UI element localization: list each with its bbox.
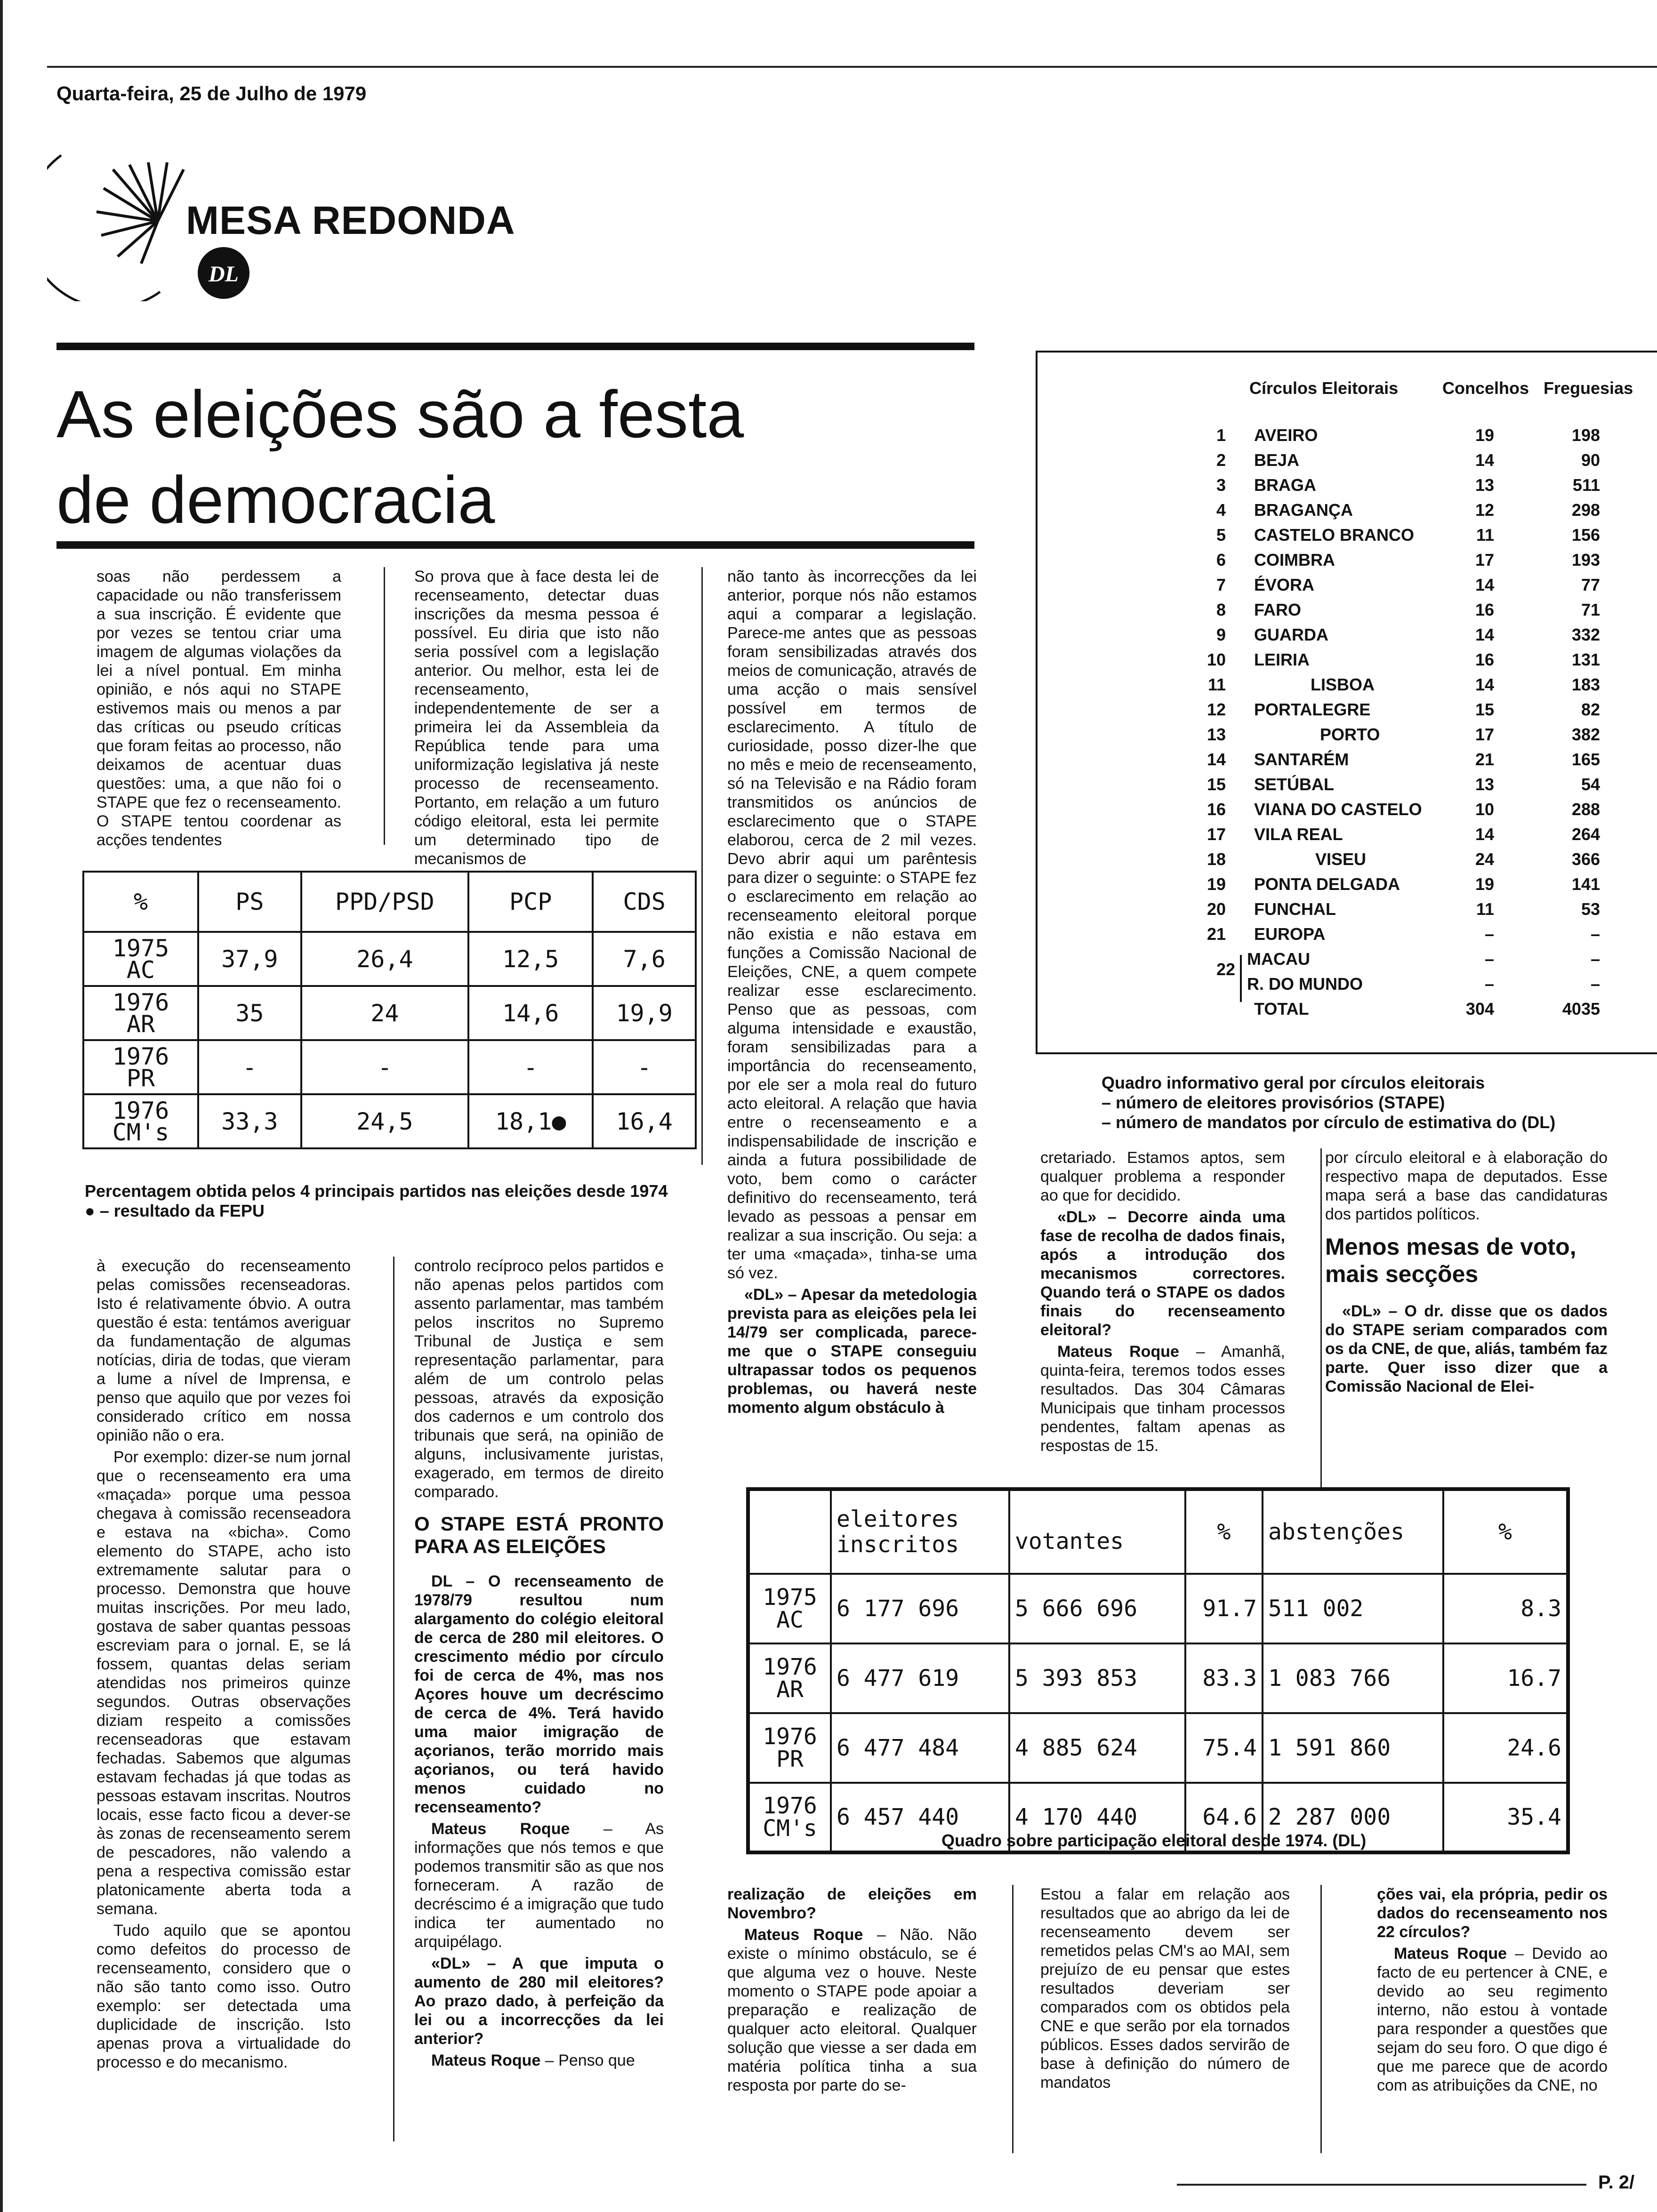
column-header: % <box>83 872 198 932</box>
page-number: P. 2/ <box>1598 2172 1635 2193</box>
table-cell: 332 <box>1571 625 1600 644</box>
article-col-3 <box>727 567 977 1420</box>
participation-table <box>746 1487 1570 1854</box>
table-cell: 14,6 <box>468 986 593 1040</box>
table-cell: 33,3 <box>198 1094 301 1148</box>
table-cell: LEIRIA <box>1254 650 1310 669</box>
column-rule <box>384 567 385 845</box>
top-rule <box>47 66 1657 68</box>
table-cell: 1 591 860 <box>1263 1713 1443 1783</box>
row-label: 1975 AC <box>748 1574 831 1643</box>
row-label: 1976 CM's <box>83 1094 198 1148</box>
table-cell: 9 <box>1216 625 1226 644</box>
table-cell: 14 <box>1475 450 1494 470</box>
table-cell: PORTO <box>1320 725 1380 744</box>
interviewer-question: DL – O recenseamento de 1978/79 resultou num alargamento do colégio eleitoral de cerca de 280 mil eleitores. O crescimento médio por círculo foi de cerca de 4%, mas nos Açores houve um decréscimo de cerca de 4%. Terá havido uma maior imigração de açorianos, terão morrido mais açorianos, ou terá havido menos cuidado no recenseamento? <box>414 1572 664 1816</box>
column-rule <box>1320 1148 1322 1487</box>
table-cell: 6 477 484 <box>831 1713 1009 1783</box>
table-cell: 54 <box>1581 775 1600 794</box>
party-results-table <box>82 871 697 1149</box>
districts-table <box>1036 351 1657 1054</box>
bracket <box>1240 955 1242 1002</box>
table-cell: – <box>1590 924 1600 944</box>
table-cell: 511 002 <box>1263 1574 1443 1643</box>
table-cell: 5 393 853 <box>1009 1643 1185 1713</box>
table-cell: 14 <box>1475 625 1494 644</box>
headline <box>56 372 974 543</box>
column-header: % <box>1443 1489 1568 1574</box>
column-header: CDS <box>593 872 696 932</box>
table-cell: 64.6 <box>1185 1783 1263 1852</box>
table-cell: 11 <box>1207 675 1226 694</box>
table-row <box>748 1713 1568 1783</box>
table-cell: - <box>468 1040 593 1094</box>
table-cell: BRAGA <box>1254 475 1316 495</box>
table-cell: 82 <box>1581 700 1600 719</box>
table-cell: 16 <box>1207 800 1226 819</box>
table-cell: CASTELO BRANCO <box>1254 525 1414 545</box>
table-cell: 26,4 <box>301 932 468 986</box>
table-cell: - <box>301 1040 468 1094</box>
table-cell: 183 <box>1571 675 1600 694</box>
table-cell: 4 170 440 <box>1009 1783 1185 1852</box>
table-cell: 2 <box>1216 450 1226 470</box>
table-cell: COIMBRA <box>1254 550 1335 569</box>
table-cell: 17 <box>1207 825 1226 844</box>
table-cell: 4035 <box>1562 999 1600 1018</box>
table-cell: PONTA DELGADA <box>1254 874 1400 894</box>
paragraph: So prova que à face desta lei de recenseamento, detectar duas inscrições da mesma pessoa é possível. Eu diria que isto não seria possível com a legislação anterior. Ou melhor, esta lei de recenseamento, independentemente de ser a primeira lei da Assembleia da República tende para uma uniformização legislativa já neste processo de recenseamento. Portanto, em relação a um futuro código eleitoral, esta lei permite um determinado tipo de mecanismos de <box>414 568 659 868</box>
paragraph: Estou a falar em relação aos resultados que ao abrigo da lei de recenseamento devem ser remetidos pelas CM's ao MAI, sem prejuízo de eu pensar que estes resultados deveriam ser comparados com os obtidos pela CNE e que serão por ela tornados públicos. Esses dados servirão de base à definição do número de mandatos <box>1040 1885 1290 2092</box>
table-cell: 141 <box>1571 874 1600 894</box>
table-cell: – <box>1590 974 1600 994</box>
column-header: abstenções <box>1263 1489 1443 1574</box>
headline-rule-top <box>56 343 974 350</box>
table-cell: 24 <box>301 986 468 1040</box>
table-cell: MACAU <box>1247 949 1310 969</box>
table-cell: 19 <box>1207 874 1226 894</box>
table-cell: – <box>1484 974 1494 994</box>
section-title: MESA REDONDA <box>186 198 515 242</box>
paragraph: Mateus Roque – Amanhã, quinta-feira, teremos todos esses resultados. Das 304 Câmaras Municipais que tinham processos pendentes, faltam apenas as respostas de 15. <box>1040 1343 1285 1455</box>
table-cell: 18,1● <box>468 1094 593 1148</box>
table-cell: 2 287 000 <box>1263 1783 1443 1852</box>
table-cell: 24,5 <box>301 1094 468 1148</box>
table-cell: 4 885 624 <box>1009 1713 1185 1783</box>
paragraph: cretariado. Estamos aptos, sem qualquer problema a responder ao que for decidido. <box>1040 1149 1285 1204</box>
paragraph: Mateus Roque – Penso que <box>431 2052 635 2069</box>
table-cell: 3 <box>1216 475 1226 495</box>
table-cell: 21 <box>1475 750 1494 769</box>
article-col-4-bottom <box>1040 1885 1290 2095</box>
column-header: PPD/PSD <box>301 872 468 932</box>
table-cell: 5 666 696 <box>1009 1574 1185 1643</box>
table-cell: 14 <box>1475 825 1494 844</box>
table-cell: 382 <box>1571 725 1600 744</box>
table-cell: 35.4 <box>1443 1783 1568 1852</box>
table-row <box>83 986 696 1040</box>
article-col-2-bottom <box>414 1257 664 2073</box>
speaker-name: Mateus Roque <box>1057 1343 1179 1361</box>
table-header-row <box>83 872 696 932</box>
table-cell: 4 <box>1216 500 1226 520</box>
table-cell: 12 <box>1207 700 1226 719</box>
article-col-1-bottom <box>97 1257 351 2075</box>
table-cell: SANTARÉM <box>1254 750 1349 769</box>
column-header: Freguesias <box>1544 378 1633 398</box>
paragraph: por círculo eleitoral e à elaboração do respectivo mapa de deputados. Esse mapa será a base das candidaturas dos partidos políticos. <box>1325 1149 1608 1223</box>
column-rule <box>1320 1885 1322 2153</box>
table-cell: 75.4 <box>1185 1713 1263 1783</box>
paragraph: Mateus Roque – As informações que nós temos e que podemos transmitir são as que nos forneceram. A razão de decréscimo é a imigração que tudo indica ter aumentado no arquipélago. <box>414 1820 664 1951</box>
article-col-5-bottom <box>1377 1885 1608 2098</box>
table-cell: 14 <box>1475 575 1494 594</box>
table-cell: 12,5 <box>468 932 593 986</box>
table-cell: AVEIRO <box>1254 425 1318 445</box>
interviewer-question: «DL» – Apesar da metedologia prevista para as eleições pela lei 14/79 ser complicada, parece-me que o STAPE conseguiu ultrapassar todos os pequenos problemas, ou haverá neste momento algum obstáculo à <box>727 1286 977 1417</box>
footer-rule <box>1177 2184 1586 2186</box>
paragraph: Por exemplo: dizer-se num jornal que o recenseamento era uma «maçada» porque uma pessoa chegava à comissão recenseadora e estava na «bicha». Como elemento do STAPE, acho isto extremamente salutar para o processo. Demonstra que houve muitas inscrições. Por meu lado, gostava de saber quantas pessoas escreviam para o jornal. E, se lá fossem, quantas delas seriam atendidas nos primeiros quinze segundos. Outras observações diziam respeito a comissões recenseadoras que estavam fechadas. Sabemos que algumas estavam fechadas já que todas as pessoas estavam inscritas. Noutros locais, esse facto ficou a dever-se às zonas de recenseamento serem de pescadores, não valendo a pena a respectiva comissão estar platonicamente aberta toda a semana. <box>97 1448 351 1918</box>
table-cell: 17 <box>1475 550 1494 569</box>
table-row <box>83 1040 696 1094</box>
headline-line-1: As eleições são a festa <box>56 377 744 452</box>
table-cell: - <box>593 1040 696 1094</box>
table-cell: 8 <box>1216 600 1226 619</box>
row-label: 1976 PR <box>83 1040 198 1094</box>
party-table-caption: Percentagem obtida pelos 4 principais partidos nas eleições desde 1974 ● – resultado da FEPU <box>85 1181 678 1221</box>
interviewer-question: «DL» – A que imputa o aumento de 280 mil eleitores? Ao prazo dado, à perfeição da lei ou a incorrecções da lei anterior? <box>414 1955 664 2048</box>
table-cell: R. DO MUNDO <box>1247 974 1363 994</box>
scan-edge <box>0 0 3 2212</box>
issue-date: Quarta-feira, 25 de Julho de 1979 <box>56 82 367 104</box>
table-cell: – <box>1590 949 1600 969</box>
table-cell: 193 <box>1571 550 1600 569</box>
svg-text:DL: DL <box>209 262 239 287</box>
table-cell: PORTALEGRE <box>1254 700 1371 719</box>
participation-caption: Quadro sobre participação eleitoral desde 1974. (DL) <box>941 1831 1367 1850</box>
column-header: % <box>1185 1489 1263 1574</box>
table-cell: 19,9 <box>593 986 696 1040</box>
table-cell: 14 <box>1207 750 1226 769</box>
table-cell: 1 083 766 <box>1263 1643 1443 1713</box>
interviewer-question: realização de eleições em Novembro? <box>727 1885 977 1922</box>
corner-cell <box>748 1489 831 1574</box>
table-cell: 24 <box>1475 850 1494 869</box>
table-row <box>83 932 696 986</box>
row-label: 1976 AR <box>83 986 198 1040</box>
paragraph: não tanto às incorrecções da lei anterior, porque nós não estamos aqui a comparar a legislação. Parece-me antes que as pessoas foram sensibilizadas através dos meios de comunicação, através de uma acção o mais sensível possível em termos de esclarecimento. A título de curiosidade, posso dizer-lhe que no mês e meio de recenseamento, só na Televisão e na Rádio foram transmitidos os anúncios de esclarecimento que o STAPE elaborou, cerca de 2 mil vezes. Devo abrir aqui um parêntesis para dizer o seguinte: o STAPE fez o esclarecimento em relação ao recenseamento eleitoral porque não existia e não estava em funções a Comissão Nacional de Eleições, CNE, a quem compete realizar esse esclarecimento. Penso que as pessoas, com alguma intensidade e exaustão, foram sensibilizadas para a importância do recenseamento, por ele ser a mola real do futuro acto eleitoral. A relação que havia entre o recenseamento e a indispensabilidade de inscrição e ainda a futura possibilidade de voto, bem como o carácter definitivo do recenseamento, terá levado as pessoas a pensar em realizar a sua inscrição. Ou seja: a ter uma «maçada», tinha-se uma só vez. <box>727 568 977 1282</box>
table-cell: 15 <box>1475 700 1494 719</box>
article-col-1-top <box>97 567 341 852</box>
column-header: votantes <box>1009 1489 1185 1574</box>
interviewer-question: «DL» – Decorre ainda uma fase de recolha de dados finais, após a introdução dos mecanismos correctores. Quando terá o STAPE os dados finais do recenseamento eleitoral? <box>1040 1208 1285 1339</box>
table-cell: 11 <box>1476 525 1494 545</box>
table-cell: 366 <box>1571 850 1600 869</box>
table-cell: 37,9 <box>198 932 301 986</box>
table-cell: 24.6 <box>1443 1713 1568 1783</box>
table-cell: 131 <box>1571 650 1600 669</box>
table-cell: 7 <box>1216 575 1226 594</box>
paragraph: controlo recíproco pelos partidos e não apenas pelos partidos com assento parlamentar, mas também pelos inscritos no Supremo Tribunal de Justiça e sem representação parlamentar, para além de um controlo pelas pessoas, através da exposição dos cadernos e um controlo dos tribunais que será, na opinião de alguns, inclusivamente juristas, exagerado, em termos de direito comparado. <box>414 1257 664 1501</box>
table-row <box>83 1094 696 1148</box>
column-rule <box>393 1257 394 2141</box>
table-cell: – <box>1484 924 1494 944</box>
table-cell: 10 <box>1475 800 1494 819</box>
paragraph: soas não perdessem a capacidade ou não transferissem a sua inscrição. É evidente que por vezes se tentou criar uma imagem de algumas violações da lei a nível pontual. Em minha opinião, e nós aqui no STAPE estivemos mais ou menos a par das críticas ou pseudo críticas que foram feitas ao processo, não deixamos de acentuar duas questões: uma, a que não foi o STAPE que fez o recenseamento. O STAPE tentou coordenar as acções tendentes <box>97 568 341 849</box>
speaker-name: Mateus Roque <box>431 2052 541 2069</box>
column-header: Círculos Eleitorais <box>1249 378 1399 398</box>
table-row <box>748 1574 1568 1643</box>
row-label: 1976 CM's <box>748 1783 831 1852</box>
table-cell: 71 <box>1581 600 1600 619</box>
table-cell: VISEU <box>1315 850 1367 869</box>
row-label: 1976 PR <box>748 1713 831 1783</box>
interviewer-question: ções vai, ela própria, pedir os dados do recenseamento nos 22 círculos? <box>1377 1885 1608 1941</box>
article-col-4-mid <box>1040 1148 1285 1458</box>
table-cell: 165 <box>1571 750 1600 769</box>
table-cell: FUNCHAL <box>1254 899 1336 919</box>
table-cell: – <box>1484 949 1494 969</box>
table-cell: 298 <box>1571 500 1600 520</box>
table-cell: 16 <box>1475 650 1494 669</box>
table-cell: 53 <box>1581 899 1600 919</box>
table-cell: 288 <box>1571 800 1600 819</box>
column-rule <box>1012 1885 1014 2153</box>
column-header: Concelhos <box>1442 378 1529 398</box>
table-cell: 16 <box>1475 600 1494 619</box>
table-cell: 19 <box>1475 874 1494 894</box>
table-cell: 18 <box>1207 850 1226 869</box>
row-label: 1976 AR <box>748 1643 831 1713</box>
table-cell: 511 <box>1572 475 1600 495</box>
table-cell: 6 <box>1216 550 1226 569</box>
table-cell: 5 <box>1216 525 1226 545</box>
table-cell: 15 <box>1207 775 1226 794</box>
column-header: PS <box>198 872 301 932</box>
table-cell: 83.3 <box>1185 1643 1263 1713</box>
speaker-name: Mateus Roque <box>1394 1945 1507 1963</box>
table-row <box>748 1643 1568 1713</box>
table-cell: 6 477 619 <box>831 1643 1009 1713</box>
headline-rule-bottom <box>56 541 974 549</box>
row-label: 1975 AC <box>83 932 198 986</box>
table-cell: BRAGANÇA <box>1254 500 1353 520</box>
column-header: PCP <box>468 872 593 932</box>
table-cell: 13 <box>1207 725 1226 744</box>
table-cell: 6 177 696 <box>831 1574 1009 1643</box>
table-cell: FARO <box>1254 600 1302 619</box>
table-cell: 16,4 <box>593 1094 696 1148</box>
table-cell: 17 <box>1475 725 1494 744</box>
headline-line-2: de democracia <box>56 463 495 537</box>
table-cell: 198 <box>1571 425 1600 445</box>
article-col-5-mid <box>1325 1148 1608 1399</box>
table-header-row <box>748 1489 1568 1574</box>
table-cell: 20 <box>1207 899 1226 919</box>
subheading: O STAPE ESTÁ PRONTO PARA AS ELEIÇÕES <box>414 1513 664 1557</box>
table-cell: 13 <box>1475 775 1494 794</box>
table-cell: 12 <box>1475 500 1494 520</box>
table-cell: 8.3 <box>1443 1574 1568 1643</box>
table-cell: 11 <box>1476 899 1494 919</box>
paragraph: à execução do recenseamento pelas comissões recenseadoras. Isto é relativamente óbvio. A outra questão é esta: tentámos averiguar da fundamentação de algumas notícias, diria de todas, que vieram a lume a nível de Imprensa, e penso que aquilo que por vezes foi considerado crítico em nossa opinião não o era. <box>97 1257 351 1444</box>
table-cell: VILA REAL <box>1254 825 1343 844</box>
districts-caption: Quadro informativo geral por círculos eleitorais – número de eleitores provisórios (STAPE) – número de mandatos por círculo de estimativa do (DL) <box>1102 1073 1556 1132</box>
table-cell: 91.7 <box>1185 1574 1263 1643</box>
table-cell: BEJA <box>1254 450 1300 470</box>
table-cell: ÉVORA <box>1254 575 1315 594</box>
table-cell: 6 457 440 <box>831 1783 1009 1852</box>
paragraph: Tudo aquilo que se apontou como defeitos do processo de recenseamento, considero que o não são tanto como isso. Outro exemplo: ser detectada uma duplicidade de inscrição. Isto apenas prova a virtualidade do processo e do mecanismo. <box>97 1922 351 2071</box>
table-cell: VIANA DO CASTELO <box>1254 800 1422 819</box>
speaker-name: Mateus Roque <box>431 1820 570 1838</box>
table-cell: 1 <box>1216 425 1226 445</box>
column-header: eleitores inscritos <box>831 1489 1009 1574</box>
subheading: Menos mesas de voto, mais secções <box>1325 1234 1577 1287</box>
table-cell: 16.7 <box>1443 1643 1568 1713</box>
table-cell: 10 <box>1207 650 1226 669</box>
table-cell: 304 <box>1465 999 1494 1018</box>
table-cell: 19 <box>1475 425 1494 445</box>
paragraph: Mateus Roque – Devido ao facto de eu pertencer à CNE, e devido ao seu regimento interno, não estou à vontade para responder a questões que sejam do seu foro. O que digo é que me parece que de acordo com as atribuições da CNE, no <box>1377 1945 1608 2094</box>
table-cell: 21 <box>1207 924 1226 944</box>
table-cell: GUARDA <box>1254 625 1328 644</box>
table-cell: 77 <box>1581 575 1600 594</box>
table-cell: 22 <box>1216 960 1235 979</box>
table-cell: 156 <box>1571 525 1600 545</box>
table-cell: 264 <box>1571 825 1600 844</box>
table-cell: 90 <box>1581 450 1600 470</box>
table-cell: SETÚBAL <box>1254 775 1334 794</box>
column-rule <box>701 567 703 1165</box>
speaker-name: Mateus Roque <box>744 1926 863 1944</box>
paragraph: Mateus Roque – Não. Não existe o mínimo obstáculo, se é que alguma vez o houve. Neste momento o STAPE pode apoiar a preparação e realização de qualquer acto eleitoral. Qualquer solução que viesse a ser dada em matéria política tinha a sua resposta por parte do se- <box>727 1926 977 2094</box>
table-cell: 7,6 <box>593 932 696 986</box>
table-cell: - <box>198 1040 301 1094</box>
article-col-2-top <box>414 567 659 871</box>
table-cell: LISBOA <box>1311 675 1375 694</box>
table-cell: TOTAL <box>1254 999 1309 1018</box>
article-col-3-bottom <box>727 1885 977 2098</box>
table-cell: 14 <box>1475 675 1494 694</box>
fepu-note: ● – resultado da FEPU <box>85 1201 265 1220</box>
table-cell: EUROPA <box>1254 924 1326 944</box>
table-cell: 35 <box>198 986 301 1040</box>
interviewer-question: «DL» – O dr. disse que os dados do STAPE seriam comparados com os da CNE, de que, aliás, também faz parte. Quer isso dizer que a Comissão Nacional de Elei- <box>1325 1302 1608 1395</box>
table-cell: 13 <box>1475 475 1494 495</box>
